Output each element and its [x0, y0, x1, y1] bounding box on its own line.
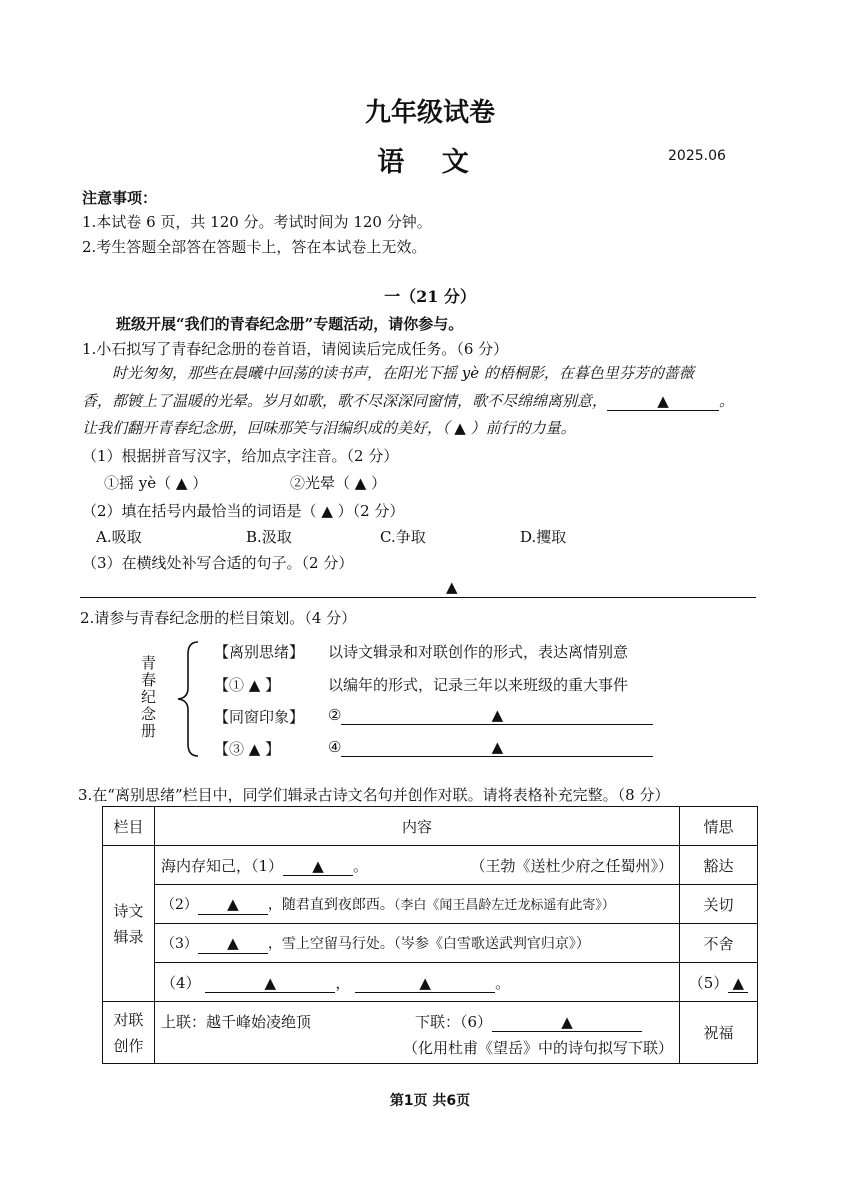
couplet-emotion: 祝福 — [680, 1002, 758, 1064]
q1-stem: 1.小石拟写了青春纪念册的卷首语，请阅读后完成任务。（6 分） — [82, 340, 509, 358]
answer-marker-icon: ▲ — [561, 1012, 573, 1031]
activity-intro: 班级开展“我们的青春纪念册”专题活动，请你参与。 — [116, 315, 464, 333]
row2-emotion: 关切 — [680, 885, 758, 924]
q2-stem: 2.请参与青春纪念册的栏目策划。（4 分） — [80, 609, 357, 627]
option-a: A.吸取 — [96, 528, 142, 546]
group-couplet-label: 对联创作 — [113, 1010, 144, 1055]
answer-blank — [607, 392, 719, 411]
row2-content — [155, 885, 680, 924]
option-d: D.攫取 — [520, 528, 567, 546]
row1-content: 海内存知己，（1） ▲ 。 （王勃《送杜少府之任蜀州》） — [155, 846, 680, 885]
answer-marker-icon: ▲ — [732, 973, 745, 992]
vertical-label: 青春纪念册 — [139, 655, 157, 740]
row3-tail: ，雪上空留马行处。 — [267, 935, 394, 952]
couplet-lower-label: 下联：（6） — [415, 1012, 493, 1031]
plan-desc-3-label: ② — [328, 706, 342, 724]
option-b: B.汲取 — [246, 528, 292, 546]
answer-blank — [341, 738, 653, 757]
header-emotion: 情思 — [680, 807, 758, 846]
subject-title: 语 文 — [377, 147, 483, 178]
plan-tag-1: 【离别思绪】 — [214, 643, 305, 661]
row4-emotion-label: （5） — [688, 973, 729, 992]
answer-marker-icon: ▲ — [657, 392, 669, 410]
q3-stem: 3.在“离别思绪”栏目中，同学们辑录古诗文名句并创作对联。请将表格补充完整。（8 分） — [78, 786, 670, 804]
brace-icon — [172, 640, 202, 758]
answer-line — [80, 597, 756, 598]
exam-date: 2025.06 — [668, 148, 726, 164]
row2-source: （李白《闻王昌龄左迁龙标遥有此寄》） — [393, 897, 615, 913]
answer-marker-icon: ▲ — [227, 933, 239, 952]
row1-source: （王勃《送杜少府之任蜀州》） — [470, 856, 673, 875]
option-c: C.争取 — [380, 528, 426, 546]
row4-emotion — [680, 963, 758, 1002]
table-row — [103, 924, 758, 963]
answer-marker-icon: ▲ — [312, 856, 324, 875]
row2-tail: ，随君直到夜郎西。 — [267, 896, 394, 913]
answer-blank — [198, 934, 268, 954]
plan-tag-4: 【③ ▲ 】 — [214, 740, 281, 758]
q1-passage-line-3: 让我们翻开青春纪念册，回味那笑与泪编织成的美好，（ ▲ ）前行的力量。 — [82, 419, 576, 437]
answer-blank — [205, 974, 335, 993]
answer-blank — [283, 857, 353, 876]
q1-sub1: （1）根据拼音写汉字，给加点字注音。（2 分） — [82, 447, 399, 465]
poetry-table — [102, 806, 758, 1064]
table-row — [103, 1002, 758, 1064]
plan-tag-3: 【同窗印象】 — [214, 708, 305, 726]
plan-desc-4-label: ④ — [328, 738, 342, 756]
q1-passage-line-1: 时光匆匆，那些在晨曦中回荡的读书声，在阳光下摇 yè 的梧桐影，在暮色里芬芳的蔷薇 — [112, 364, 694, 382]
answer-blank — [492, 1013, 642, 1032]
header-content: 内容 — [155, 807, 680, 846]
q1-passage-line-2: 香，都镀上了温暖的光晕。岁月如歌，歌不尽深深同窗情，歌不尽绵绵离别意， ▲ 。 — [82, 392, 735, 410]
page-footer: 第1页 共6页 — [389, 1093, 471, 1109]
row3-text: （3） — [161, 935, 198, 952]
header-column: 栏目 — [103, 807, 155, 846]
q1-sub3: （3）在横线处补写合适的句子。（2 分） — [82, 554, 354, 572]
group-poetry — [103, 846, 155, 1002]
row2-text: （2） — [161, 896, 198, 913]
answer-blank — [341, 706, 653, 725]
q1-sub2: （2）填在括号内最恰当的词语是（ ▲ ）（2 分） — [82, 502, 405, 520]
q1-sub1-b: ②光晕（ ▲ ） — [290, 474, 387, 492]
exam-title: 九年级试卷 — [364, 98, 495, 128]
q1-sub1-a: ①摇 yè（ ▲ ） — [104, 474, 208, 492]
row4-text: （4） — [161, 973, 201, 992]
couplet-content — [155, 1002, 680, 1064]
couplet-note: （化用杜甫《望岳》中的诗句拟写下联） — [402, 1038, 673, 1057]
note-item-1: 1.本试卷 6 页，共 120 分。考试时间为 120 分钟。 — [82, 213, 432, 231]
plan-desc-1: 以诗文辑录和对联创作的形式，表达离情别意 — [328, 643, 629, 661]
answer-marker-icon: ▲ — [264, 973, 277, 992]
row4-content: （4） ▲ ， ▲ 。 — [155, 963, 680, 1002]
plan-desc-4 — [328, 738, 653, 757]
answer-marker-icon: ▲ — [227, 894, 239, 913]
plan-desc-3 — [328, 706, 653, 725]
table-row — [103, 885, 758, 924]
row1-emotion: 豁达 — [680, 846, 758, 885]
q1-passage-text-2: 香，都镀上了温暖的光晕。岁月如歌，歌不尽深深同窗情，歌不尽绵绵离别意， — [82, 392, 608, 410]
group-poetry-label: 诗文辑录 — [113, 901, 144, 946]
group-couplet — [103, 1002, 155, 1064]
answer-marker-icon: ▲ — [491, 738, 504, 756]
answer-blank — [198, 895, 268, 915]
couplet-upper: 上联：越千峰始凌绝顶 — [161, 1012, 312, 1031]
row3-content — [155, 924, 680, 963]
row3-emotion: 不舍 — [680, 924, 758, 963]
table-header-row — [103, 807, 758, 846]
table-row — [103, 963, 758, 1002]
note-item-2: 2.考生答题全部答在答题卡上，答在本试卷上无效。 — [82, 238, 427, 256]
row1-text: 海内存知己，（1） — [161, 856, 284, 875]
section-heading: 一（21 分） — [384, 287, 476, 306]
answer-marker-icon: ▲ — [419, 973, 431, 992]
answer-blank — [728, 974, 748, 993]
answer-marker-icon: ▲ — [446, 578, 458, 596]
couplet-lower — [415, 1011, 642, 1032]
table-row — [103, 846, 758, 885]
row3-source: （岑参《白雪歌送武判官归京》） — [393, 935, 590, 952]
notes-heading: 注意事项： — [82, 189, 158, 207]
answer-blank — [355, 974, 495, 993]
plan-desc-2: 以编年的形式，记录三年以来班级的重大事件 — [328, 676, 629, 694]
answer-marker-icon: ▲ — [491, 706, 504, 724]
plan-tag-2: 【① ▲ 】 — [214, 676, 281, 694]
